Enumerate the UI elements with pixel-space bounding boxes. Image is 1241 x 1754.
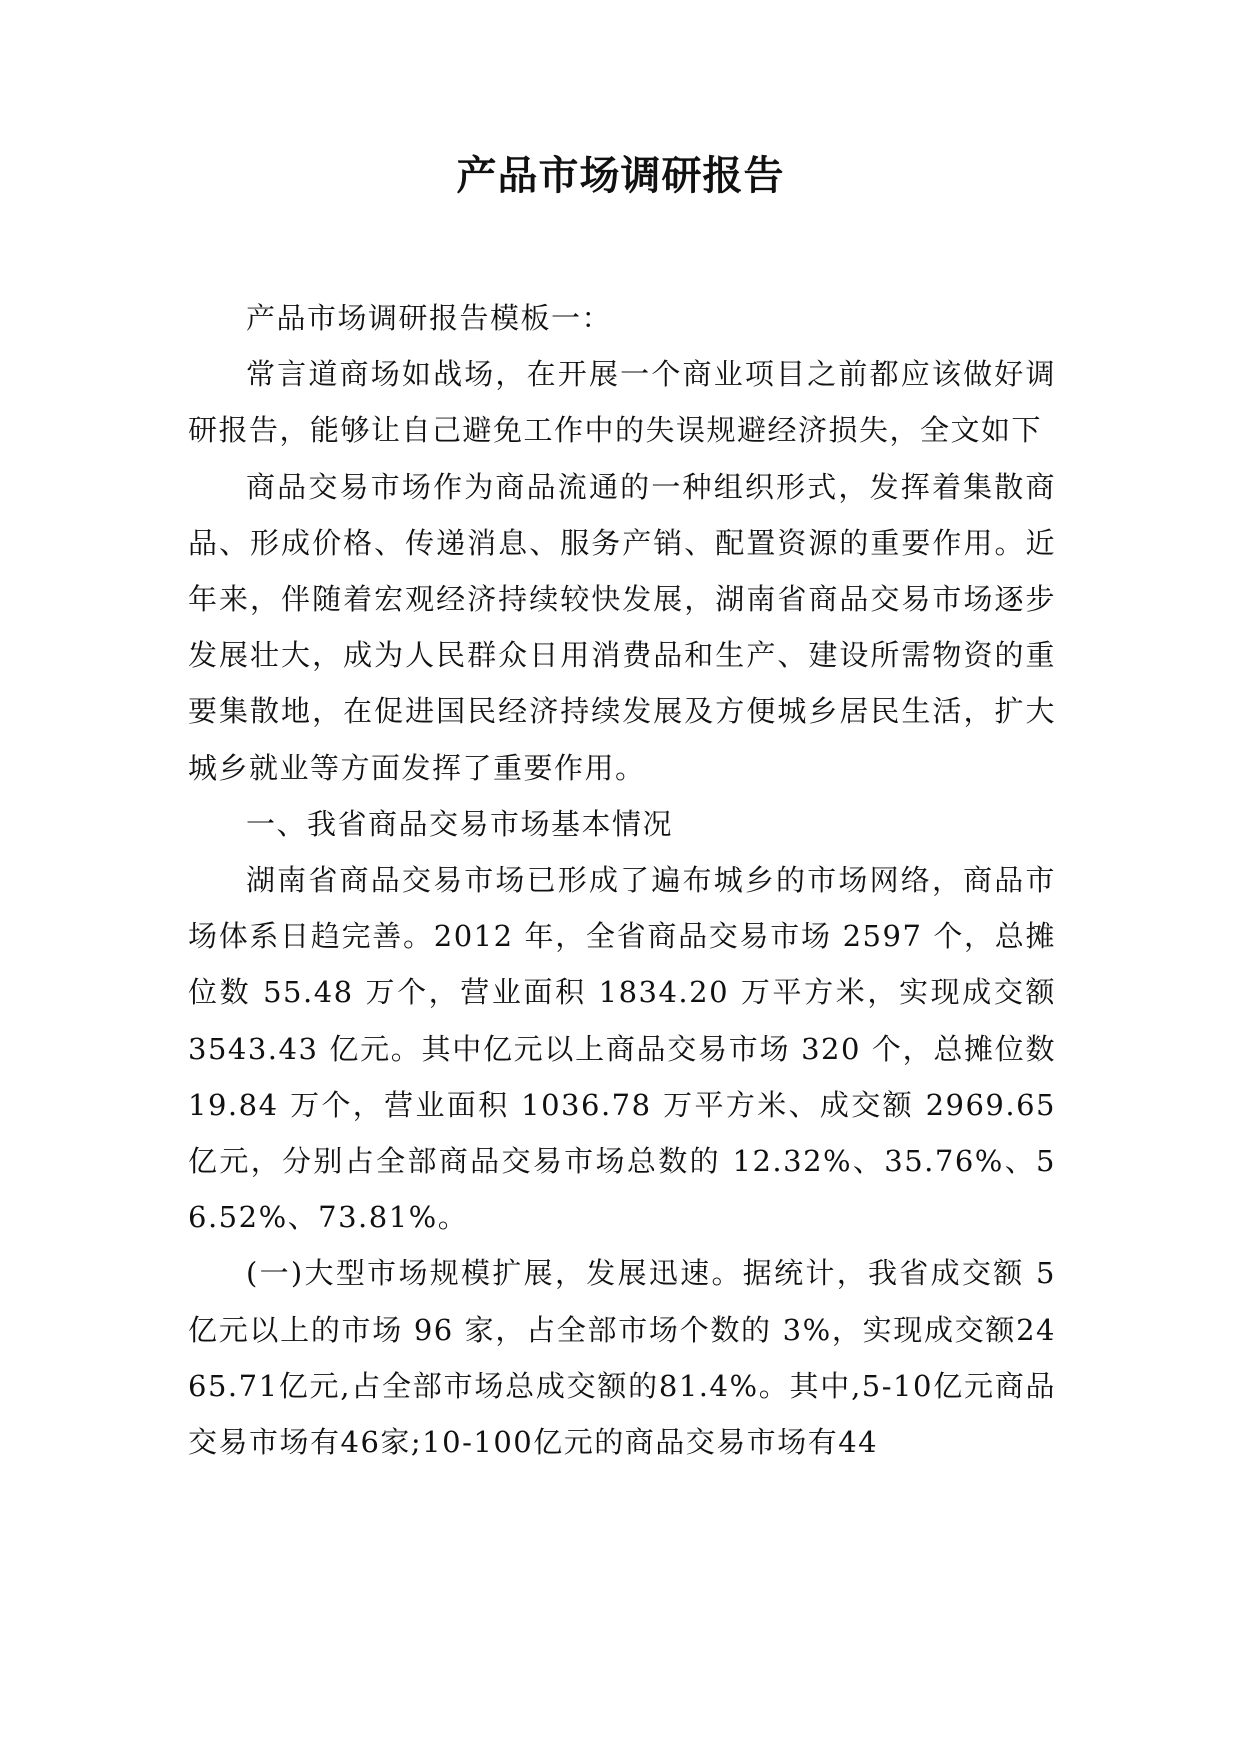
- paragraph-intro: 常言道商场如战场，在开展一个商业项目之前都应该做好调研报告，能够让自己避免工作中的失误规避经济损失，全文如下: [188, 357, 1056, 448]
- paragraph-market-role: 商品交易市场作为商品流通的一种组织形式，发挥着集散商品、形成价格、传递消息、服务产销、配置资源的重要作用。近年来，伴随着宏观经济持续较快发展，湖南省商品交易市场逐步发展壮大，成为人民群众日用消费品和生产、建设所需物资的重要集散地，在促进国民经济持续发展及方便城乡居民生活，扩大城乡就业等方面发挥了重要作用。: [188, 469, 1056, 785]
- paragraph-template-heading: 产品市场调研报告模板一：: [246, 301, 613, 335]
- document-body: [188, 290, 1056, 1470]
- document-title: 产品市场调研报告: [456, 153, 785, 199]
- paragraph-market-statistics: 湖南省商品交易市场已形成了遍布城乡的市场网络，商品市场体系日趋完善。2012 年，全省商品交易市场 2597 个，总摊位数 55.48 万个，营业面积 1834.20 万平方米，实现成交额 3543.43 亿元。其中亿元以上商品交易市场 320 个，总摊位数 19.84 万个，营业面积 1036.78 万平方米、成交额 2969.65 亿元，分别占全部商品交易市场总数的 12.32%、35.76%、56.52%、73.81%。: [188, 863, 1056, 1235]
- section-heading-basic-situation: 一、我省商品交易市场基本情况: [246, 806, 674, 841]
- paragraph-large-markets: (一)大型市场规模扩展，发展迅速。据统计，我省成交额 5 亿元以上的市场 96 家，占全部市场个数的 3%，实现成交额2465.71亿元,占全部市场总成交额的81.4%。其中,5-10亿元商品交易市场有46家;10-100亿元的商品交易市场有44: [188, 1256, 1056, 1460]
